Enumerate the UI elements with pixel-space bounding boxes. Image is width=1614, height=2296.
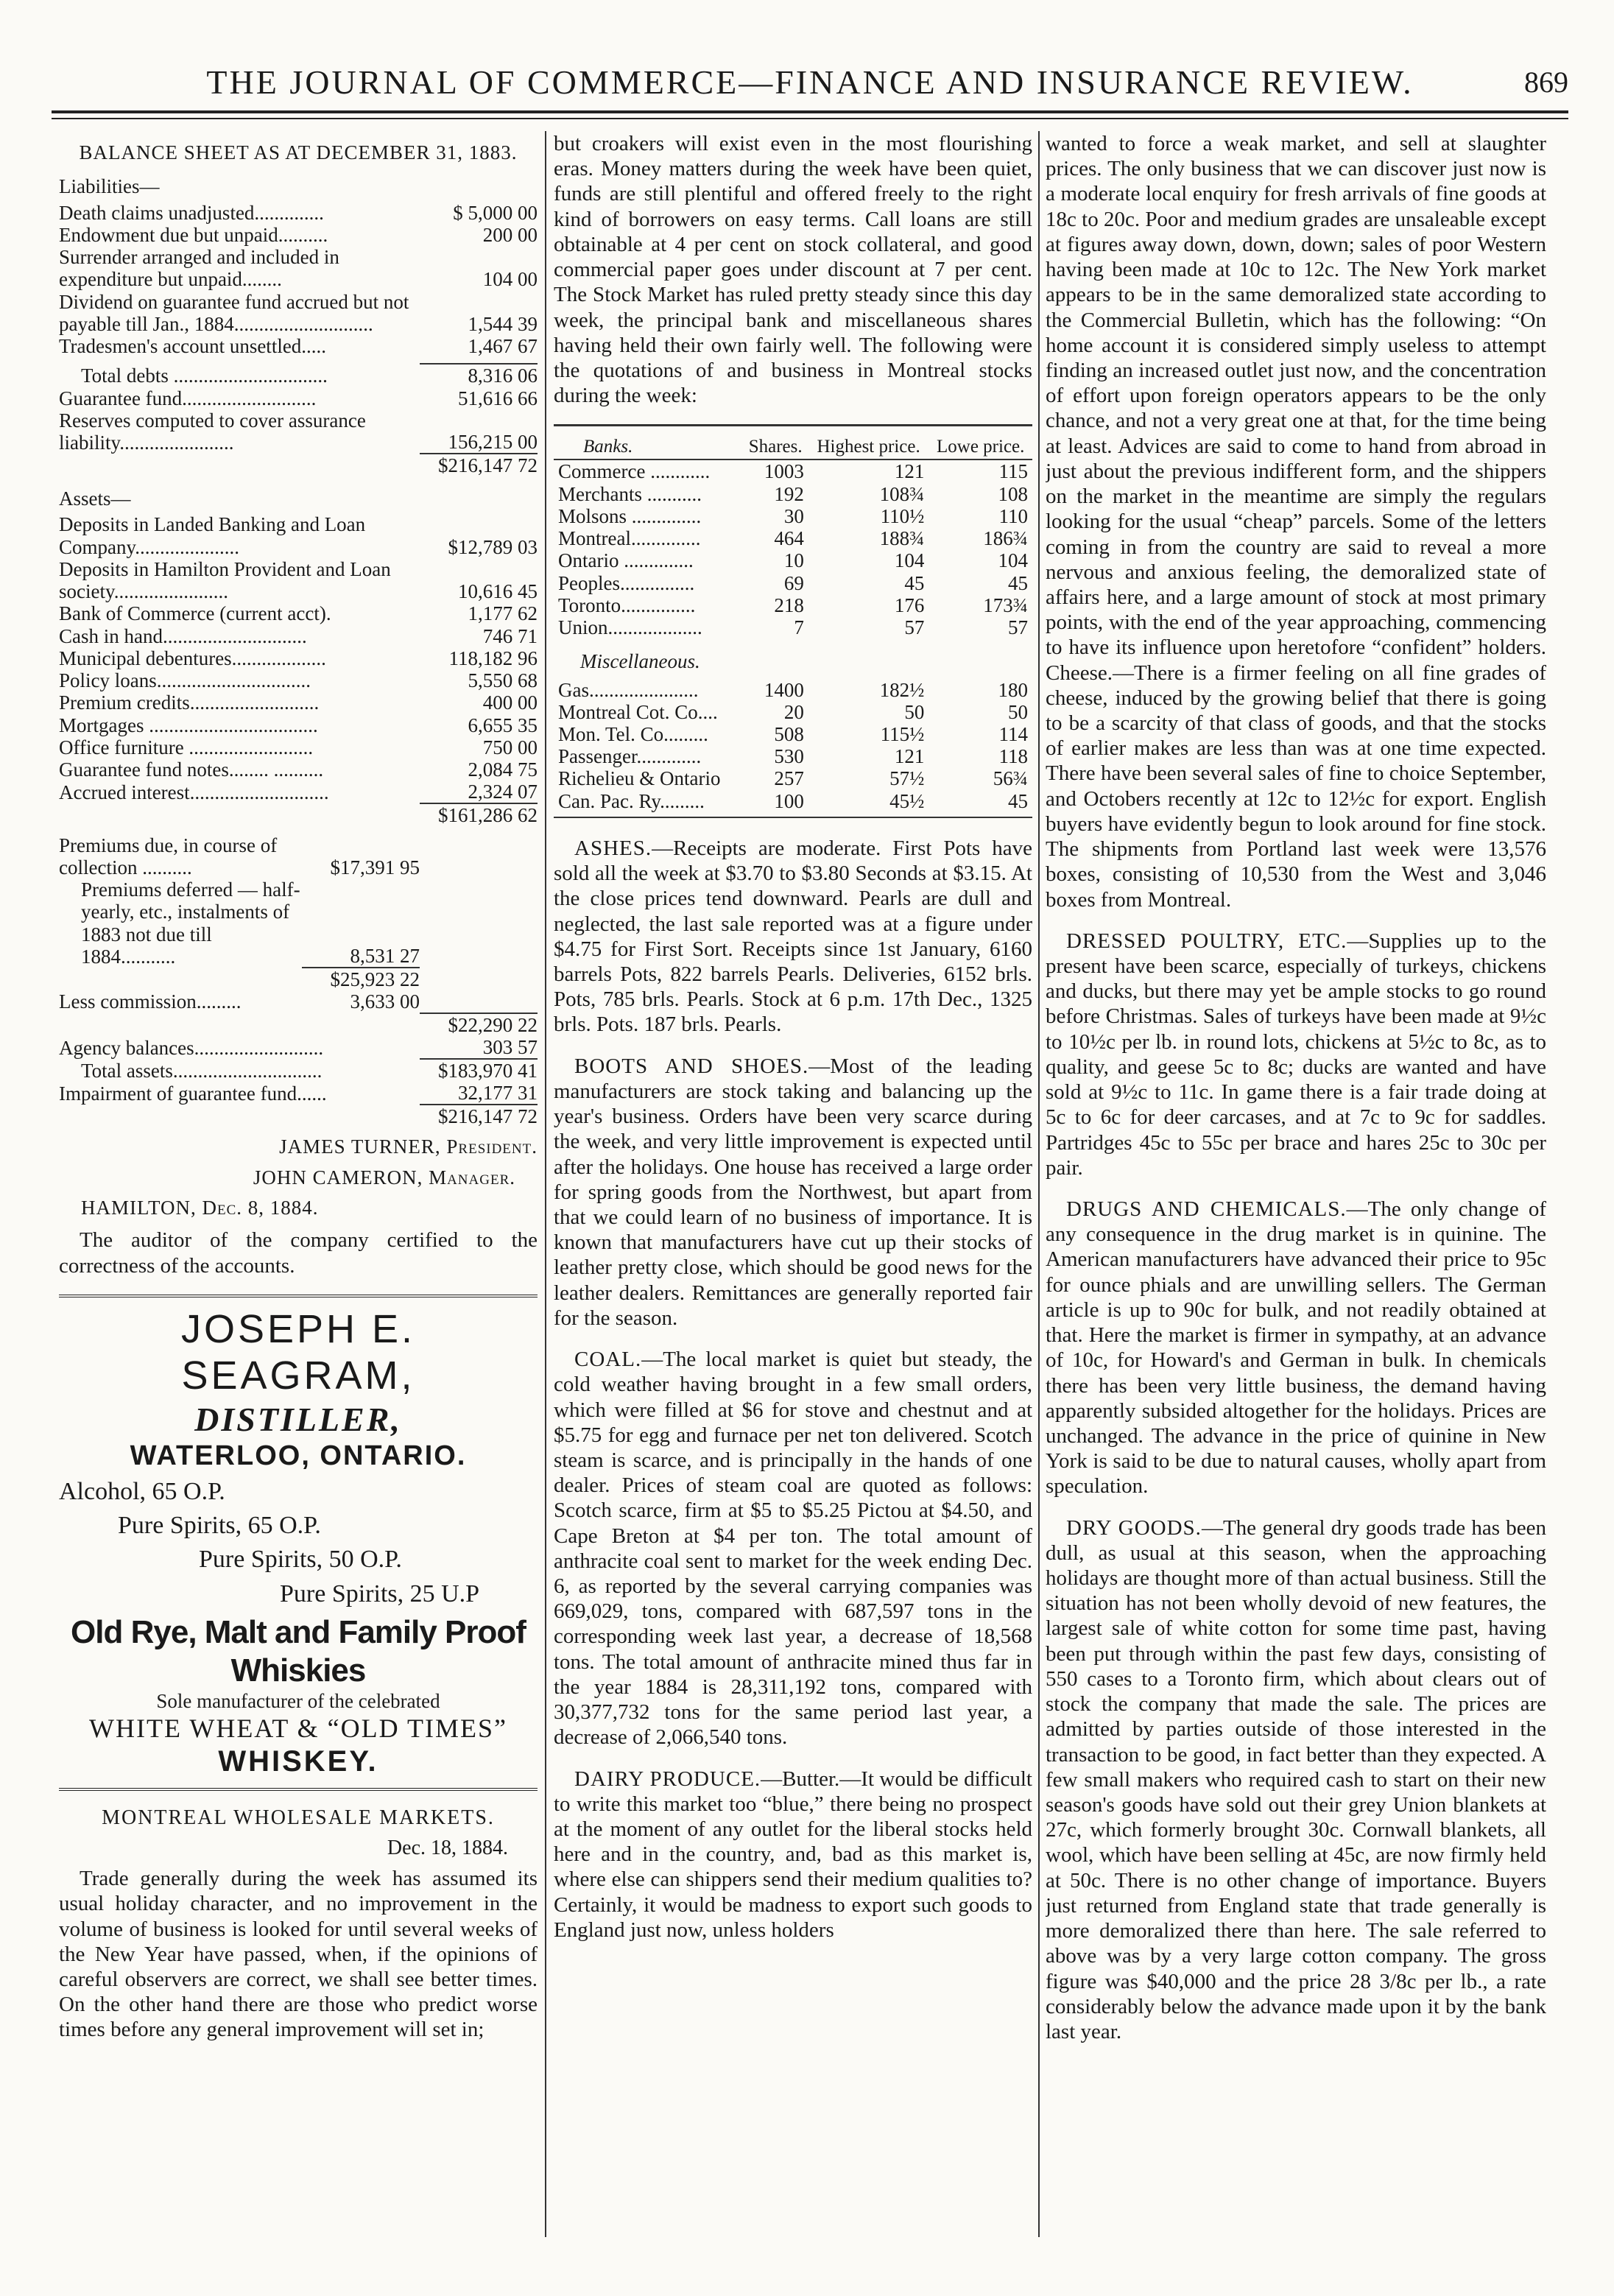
stock-row: [554, 790, 1032, 817]
ledger-amount: 200 00: [482, 223, 538, 246]
net-premiums: $22,290 22: [420, 1013, 538, 1036]
stock-row: [554, 549, 1032, 571]
stock-cell: Peoples...............: [558, 571, 695, 594]
liabilities-heading: Liabilities—: [59, 175, 160, 197]
ledger-row: [59, 990, 538, 1013]
auditor-note: The auditor of the company certified to the correctness of the accounts.: [59, 1228, 538, 1278]
stock-cell: 180: [998, 678, 1028, 701]
report-heading: DRESSED POULTRY, ETC.: [1066, 929, 1347, 953]
ledger-amount: 400 00: [482, 691, 538, 714]
report-heading: DRUGS AND CHEMICALS.: [1066, 1197, 1347, 1221]
ledger-row: [59, 691, 538, 714]
stock-cell: 182½: [879, 678, 925, 701]
stock-cell: Merchants ...........: [558, 482, 702, 505]
stock-cell: 45: [928, 790, 1032, 817]
report-text: —The only change of any consequence in the drug market is in quinine. The American manufacturers have advanced their price to 95c for ounce phials and are unwilling sellers. The German article is up to 90c for bulk, and not readily obtained at that. Here the market is firmer in sympathy, at an advance of 10c, for Howard's and German in bulk. In chemicals there has been very little business, the demand having apparently subsided altogether for the holidays. Prices are unchanged. The advance in the price of quinine in New York is said to be due to natural causes, wholly apart from speculation.: [1046, 1197, 1546, 1499]
stock-cell: Richelieu & Ontario: [558, 767, 721, 790]
ledger-row: [59, 758, 538, 781]
ledger-amount: 746 71: [482, 624, 538, 647]
ledger-amount: 750 00: [482, 736, 538, 758]
stock-cell: 104: [894, 549, 925, 572]
report-heading: DAIRY PRODUCE.: [574, 1767, 761, 1791]
ledger-label: Office furniture .........................: [59, 736, 314, 758]
deferred-amount: 8,531 27: [350, 944, 420, 967]
header-rule-thin: [52, 118, 1568, 119]
stock-cell: 110: [998, 504, 1028, 527]
markets-intro: Trade generally during the week has assumed its usual holiday character, and no improvement in the volume of business is looked for until several weeks of the New Year have passed, when, if the opinions of careful observers are correct, we shall see better times. On the other hand there are those who predict worse times before any general improvement will set in;: [59, 1867, 538, 2042]
ledger-label: Cash in hand.............................: [59, 624, 307, 647]
ledger-row: [59, 291, 538, 335]
stock-row: [554, 572, 1032, 594]
ledger-label: Deposits in Hamilton Provident and Loan society.......................: [59, 557, 391, 603]
ledger-label: Surrender arranged and included in expenditure but unpaid........: [59, 246, 339, 291]
ledger-label: Dividend on guarantee fund accrued but not payable till Jan., 1884............................: [59, 290, 409, 335]
signature-president: JAMES TURNER, President.: [279, 1135, 538, 1158]
advert-role: DISTILLER,: [194, 1401, 402, 1439]
balance-dateline: HAMILTON, Dec. 8, 1884.: [81, 1197, 319, 1219]
stock-row: [554, 723, 1032, 745]
stock-row: [554, 594, 1032, 616]
stock-cell: Molsons ..............: [558, 504, 702, 527]
stock-cell: Mon. Tel. Co.........: [558, 722, 708, 745]
stock-cell: 530: [774, 745, 804, 768]
less-commission-amount: 3,633 00: [350, 990, 420, 1013]
agency-amount: 303 57: [482, 1035, 538, 1058]
report-heading: BOOTS AND SHOES.: [574, 1054, 809, 1078]
ledger-row: [59, 513, 538, 557]
ledger-amount: $ 5,000 00: [453, 201, 538, 224]
money-matters-paragraph: but croakers will exist even in the most flourishing eras. Money matters during the week have been quiet, funds are still plentiful and offered freely to the right kind of borrowers on easy terms. Call loans are still obtainable at 4 per cent on stock collateral, and good commercial paper goes under discount at 7 per cent. The Stock Market has ruled pretty steady since this day week, the principal bank and miscellaneous shares having held their own fairly well. The following were the quotations of and business in Montreal stocks during the week:: [554, 132, 1032, 408]
market-report: [1046, 131, 1546, 912]
ledger-row: [59, 1036, 538, 1059]
col-header-highest: Highest price.: [808, 435, 929, 459]
ledger-row: [59, 878, 538, 968]
stock-cell: 45½: [808, 790, 929, 817]
liabilities-total: $216,147 72: [420, 454, 538, 476]
stock-cell: Can. Pac. Ry.........: [554, 790, 743, 817]
stock-cell: Montreal..............: [558, 527, 701, 550]
ledger-row: [59, 1013, 538, 1036]
ledger-label: Mortgages ..................................: [59, 714, 318, 736]
col-header-shares: Shares.: [743, 435, 808, 459]
seagram-advertisement: [59, 1295, 538, 1791]
ledger-label: Death claims unadjusted..............: [59, 201, 324, 224]
market-report: [554, 1054, 1032, 1331]
stock-cell: Union...................: [558, 616, 702, 639]
column-divider-1: [545, 131, 546, 2237]
liabilities-summary: [59, 363, 538, 476]
ledger-label: Endowment due but unpaid..........: [59, 223, 328, 246]
ledger-amount: 8,316 06: [420, 364, 538, 387]
stock-cell: 45: [1008, 571, 1028, 594]
ledger-row: [59, 1059, 538, 1082]
ledger-row: [59, 647, 538, 669]
stock-cell: 464: [774, 527, 804, 550]
advert-line: Pure Spirits, 25 U.P: [280, 1580, 480, 1607]
stock-cell: 121: [894, 745, 925, 768]
ledger-row: [59, 968, 538, 990]
report-text: —The general dry goods trade has been dull, as usual at this season, when the approaching holidays are thought more of than actual business. Still the situation has not been wholly devoid of new features, the largest sale of white cotton for some time past, having been put through within the past few days, consisting of 550 cases to a Toronto firm, which about clears out of stock the company that made the sale. The prices are admitted by parties outside of those interested in the transaction to be good, in fact better than they expected. A few small makers who required cash to start on their new season's goods have sold out their grey Union blankets at 27c, which formerly brought 30c. Cornwall blankets, all wool, which have been selling at 45c, are now firmly held at 50c. There is no other change of importance. Buyers just returned from England state that trade generally is more demoralized there than here. The sale referred to above was by a very large cotton company. The gross figure was $40,000 and the price 28 3/8c per lb., a rate considerably below the advance made upon it by the bank last year.: [1046, 1515, 1546, 2043]
stock-quotations-table: [554, 435, 1032, 818]
stock-cell: 114: [998, 722, 1028, 745]
ledger-row: [59, 1105, 538, 1127]
liabilities-table: [59, 202, 538, 358]
stock-cell: 69: [783, 571, 804, 594]
market-report: [1046, 929, 1546, 1180]
column-3: [1046, 131, 1546, 2252]
column-divider-2: [1038, 131, 1040, 2237]
stock-cell: 218: [774, 594, 804, 616]
ledger-amount: 10,616 45: [458, 580, 538, 603]
ledger-label: Bank of Commerce (current acct).: [59, 602, 331, 625]
less-commission-label: Less commission.........: [59, 990, 242, 1013]
report-text: —The local market is quiet but steady, the cold weather having brought in a few small orders, which were filled at $6 for stove and chestnut and at $5.75 for egg and furnace per net ton delivered. Scotch steam is scarce, and is principally in the hands of one dealer. Prices of steam coal are quoted as follows: Scotch scarce, firm at $5 to $5.25 Pictou at $4.50, and Cape Breton at $4 per ton. The total amount of anthracite coal sent to market for the week ending Dec. 6, as reported by the several carrying companies was 669,029, tons, compared with 687,597 tons in the corresponding week last year, a decrease of 18,568 tons. The total amount of anthracite mined thus far in the year 1884 is 28,311,192 tons, compared with 30,377,732 tons for the same period last year, a decrease of 2,066,540 tons.: [554, 1348, 1032, 1750]
market-report: [1046, 1197, 1546, 1499]
total-assets-label: Total assets..............................: [81, 1060, 323, 1082]
assets-table: [59, 513, 538, 826]
stock-cell: 45: [904, 571, 925, 594]
market-report: [1046, 1515, 1546, 2045]
market-report: [554, 1347, 1032, 1750]
impairment-amount: 32,177 31: [458, 1082, 538, 1105]
ledger-label: Total debts ...............................: [81, 365, 328, 387]
page-number: 869: [1524, 66, 1568, 99]
grand-total: $216,147 72: [420, 1105, 538, 1127]
assets-subtotal: $161,286 62: [420, 803, 538, 826]
stock-row: [554, 527, 1032, 549]
ledger-row: [59, 1082, 538, 1105]
stock-row: [554, 679, 1032, 701]
stock-cell: 57: [904, 616, 925, 639]
stock-cell: 57½: [889, 767, 925, 790]
report-heading: DRY GOODS.: [1066, 1515, 1202, 1540]
report-text: —Most of the leading manufacturers are stock taking and balancing up the year's business. Orders have been very scarce during the week, and very little improvement is expected until after the holidays. One house has received a large order for spring goods from the Northwest, but apart from that we could learn of no business of importance. It is known that manufacturers have cut up their stocks of leather pretty close, which should be good news for the leather dealers. Remittances are generally reported fair for the season.: [554, 1054, 1032, 1330]
advert-place: WATERLOO, ONTARIO.: [130, 1440, 467, 1472]
stock-cell: 115½: [880, 722, 925, 745]
stock-cell: 20: [783, 700, 804, 723]
stock-cell: Passenger.............: [558, 745, 702, 768]
advert-whiskey: WHISKEY.: [218, 1744, 378, 1778]
report-text: —Receipts are moderate. First Pots have sold all the week at $3.70 to $3.80 Seconds at $3.15. At the close prices tend downward. Pearls are dull and neglected, the last sale reported was at a figure under $4.75 for First Sort. Receipts since 1st January, 6160 barrels Pots, 822 barrels Pearls. Deliveries, 6152 brls. Pots, 785 brls. Pearls. Stock at 6 p.m. 17th Dec., 1325 brls. Pots. 187 brls. Pearls.: [554, 836, 1032, 1037]
ledger-amount: 1,544 39: [468, 312, 538, 335]
ledger-amount: 2,324 07: [468, 781, 538, 803]
balance-sheet-heading: BALANCE SHEET AS AT DECEMBER 31, 1883.: [79, 141, 518, 163]
ledger-row: [59, 454, 538, 476]
stock-row: [554, 505, 1032, 527]
advert-sole-manufacturer: Sole manufacturer of the celebrated: [156, 1689, 440, 1712]
advert-whiskies: Old Rye, Malt and Family Proof Whiskies: [71, 1613, 526, 1688]
header-rule: [52, 110, 1568, 113]
ledger-amount: 6,655 35: [468, 714, 538, 736]
stock-cell: 1400: [764, 678, 804, 701]
ledger-label: Deposits in Landed Banking and Loan Company.....................: [59, 513, 366, 558]
ledger-row: [59, 736, 538, 758]
stock-cell: Ontario ..............: [558, 549, 694, 572]
total-assets-amount: $183,970 41: [420, 1059, 538, 1082]
column-2: [554, 131, 1032, 2252]
stock-row: [554, 745, 1032, 767]
stock-cell: 110½: [880, 504, 925, 527]
stock-cell: 188¾: [879, 527, 925, 550]
stock-cell: 56¾: [993, 767, 1028, 790]
stock-cell: 118: [998, 745, 1028, 768]
ledger-amount: 1,177 62: [468, 602, 538, 625]
advert-line: Pure Spirits, 50 O.P.: [199, 1546, 402, 1574]
col-header-lowest: Lowe price.: [928, 435, 1032, 459]
stock-row: [554, 767, 1032, 789]
stock-cell: 104: [998, 549, 1028, 572]
stock-cell: 121: [894, 460, 925, 483]
stock-cell: 176: [894, 594, 925, 616]
report-heading: COAL.: [574, 1348, 642, 1372]
stock-cell: 1003: [764, 460, 804, 483]
assets-heading: Assets—: [59, 487, 131, 510]
ledger-label: Policy loans...............................: [59, 669, 311, 692]
stock-cell: Commerce ............: [558, 460, 711, 483]
ledger-amount: 1,467 67: [468, 335, 538, 358]
ledger-row: [59, 364, 538, 387]
market-report: [554, 1767, 1032, 1943]
ledger-row: [59, 246, 538, 290]
ledger-label: Reserves computed to cover assurance liability.......................: [59, 409, 366, 454]
ledger-amount: 51,616 66: [458, 387, 538, 409]
stock-cell: 57: [1008, 616, 1028, 639]
ledger-label: Guarantee fund notes........ ..........: [59, 758, 324, 781]
premiums-table: [59, 834, 538, 1128]
premiums-label: Premiums due, in course of collection ..........: [59, 834, 278, 878]
ledger-row: [59, 714, 538, 736]
ledger-amount: 5,550 68: [468, 669, 538, 692]
ledger-row: [59, 803, 538, 826]
stock-cell: Gas......................: [558, 678, 699, 701]
ledger-row: [59, 335, 538, 357]
misc-heading-row: [554, 638, 1032, 678]
ledger-row: [59, 669, 538, 691]
stock-cell: 50: [904, 700, 925, 723]
stock-cell: 508: [774, 722, 804, 745]
advert-name: JOSEPH E. SEAGRAM,: [180, 1306, 416, 1398]
ledger-amount: 2,084 75: [468, 758, 538, 781]
stock-row: [554, 483, 1032, 505]
col-header-banks: Banks.: [554, 435, 743, 459]
stock-row: [554, 459, 1032, 482]
stock-cell: 10: [783, 549, 804, 572]
stock-row: [554, 616, 1032, 638]
advert-white-wheat: WHITE WHEAT & “OLD TIMES”: [89, 1714, 507, 1744]
journal-title: THE JOURNAL OF COMMERCE—FINANCE AND INSURANCE REVIEW.: [206, 63, 1414, 101]
deferred-label: Premiums deferred — half-yearly, etc., instalments of 1883 not due till 1884...........: [81, 878, 300, 968]
premiums-sum: $25,923 22: [302, 968, 420, 990]
ledger-row: [59, 558, 538, 602]
ledger-amount: 104 00: [482, 268, 538, 291]
ledger-amount: 118,182 96: [448, 647, 538, 669]
ledger-label: Tradesmen's account unsettled.....: [59, 335, 327, 358]
stocks-table-rule: [554, 424, 1032, 426]
impairment-label: Impairment of guarantee fund......: [59, 1082, 327, 1105]
stock-cell: 108¾: [879, 482, 925, 505]
ledger-row: [59, 202, 538, 224]
ledger-label: Premium credits..........................: [59, 691, 320, 714]
agency-label: Agency balances..........................: [59, 1036, 324, 1059]
signature-manager: JOHN CAMERON, Manager.: [253, 1166, 515, 1189]
stock-row: [554, 701, 1032, 723]
stock-cell: 192: [774, 482, 804, 505]
ledger-row: [59, 602, 538, 624]
stock-cell: 115: [998, 460, 1028, 483]
stock-cell: Toronto...............: [558, 594, 696, 616]
page-header: [52, 59, 1568, 106]
stock-cell: 257: [774, 767, 804, 790]
ledger-label: Accrued interest............................: [59, 781, 329, 804]
market-report: [554, 836, 1032, 1038]
ledger-row: [59, 625, 538, 647]
ledger-amount: 156,215 00: [448, 431, 538, 454]
column-1: [59, 131, 538, 2252]
stock-cell: 100: [743, 790, 808, 817]
stocks-header-row: [554, 435, 1032, 459]
stock-cell: 186¾: [983, 527, 1028, 550]
ledger-row: [59, 834, 538, 878]
stock-cell: 50: [1008, 700, 1028, 723]
stock-cell: 7: [794, 616, 804, 639]
report-text: —Butter.—It would be difficult to write this market too “blue,” there being no prospect at the moment of any outlet for the liberal stocks held here and in the country, and, bad as this market is, where else can shippers send their medium qualities to? Certainly, it would be madness to export such goods to England just now, unless holders: [554, 1767, 1032, 1942]
markets-heading: MONTREAL WHOLESALE MARKETS.: [102, 1806, 495, 1830]
ledger-row: [59, 224, 538, 246]
stock-cell: 173¾: [983, 594, 1028, 616]
advert-line: Pure Spirits, 65 O.P.: [118, 1512, 321, 1540]
markets-date: Dec. 18, 1884.: [387, 1837, 508, 1860]
ledger-row: [59, 409, 538, 454]
stock-cell: 108: [998, 482, 1028, 505]
misc-heading: Miscellaneous.: [580, 650, 700, 673]
ledger-row: [59, 387, 538, 409]
report-text: —Supplies up to the present have been scarce, especially of turkeys, chickens and ducks, but there may yet be ample stocks to go round before Christmas. Sales of turkeys have been made at 9½c to 10½c per lb. in round lots, chickens at 5½c to 8c, as to quality, and geese 5c to 8c; ducks are wanted and have sold at 9½c to 11c. In game there is a fair trade doing at 5c to 6c for deer carcases, and at 7c to 9c for saddles. Partridges 45c to 55c per brace and hares 25c to 30c per pair.: [1046, 929, 1546, 1180]
advert-line: Alcohol, 65 O.P.: [59, 1478, 225, 1506]
ledger-amount: $12,789 03: [448, 535, 538, 558]
ledger-label: Guarantee fund...........................: [59, 387, 317, 409]
stock-cell: Montreal Cot. Co....: [558, 700, 718, 723]
report-heading: ASHES.: [574, 836, 652, 860]
ledger-row: [59, 781, 538, 803]
report-text: wanted to force a weak market, and sell at slaughter prices. The only business that we can discover just now is a moderate local enquiry for fresh arrivals of fine goods at 18c to 20c. Poor and medium grades are unsaleable except at figures away down, down, down; sales of poor Western having been made at 10c to 12c. The New York market appears to be in the same demoralized state according to the Commercial Bulletin, which has the following: “On home account it is considered simply useless to attempt finding an increased outlet just now, and the concentration of effort upon foreign operators appears to be the only chance, and not a very great one at that, for the time being at least. Advices are said to come to hand from abroad in just about the previous indifferent form, and the shippers on the market in the meantime are simply the regulars looking for the usual “cheap” parcels. Some of the letters coming in from the country are said to reveal a more nervous and anxious feeling, the demoralized state of affairs here, and a large amount of stock at most primary points, with the end of the year approaching, commencing to have its influence upon heretofore “confident” holders. Cheese.—There is a firmer feeling on all fine grades of cheese, induced by the growing belief that there is going to be a scarcity of that class of goods, and that the stocks of earlier makes are less than was at one time expected. There have been several sales of fine to choice September, and Octobers recently at 12c to 12½c for export. English buyers have evidently begun to look around for fine stock. The shipments from Portland last week were 13,576 boxes, consisting of 10,530 from the West and 3,046 boxes from Montreal.: [1046, 132, 1546, 912]
stock-cell: 30: [783, 504, 804, 527]
ledger-label: Municipal debentures...................: [59, 647, 326, 669]
premiums-amount: $17,391 95: [330, 856, 420, 878]
